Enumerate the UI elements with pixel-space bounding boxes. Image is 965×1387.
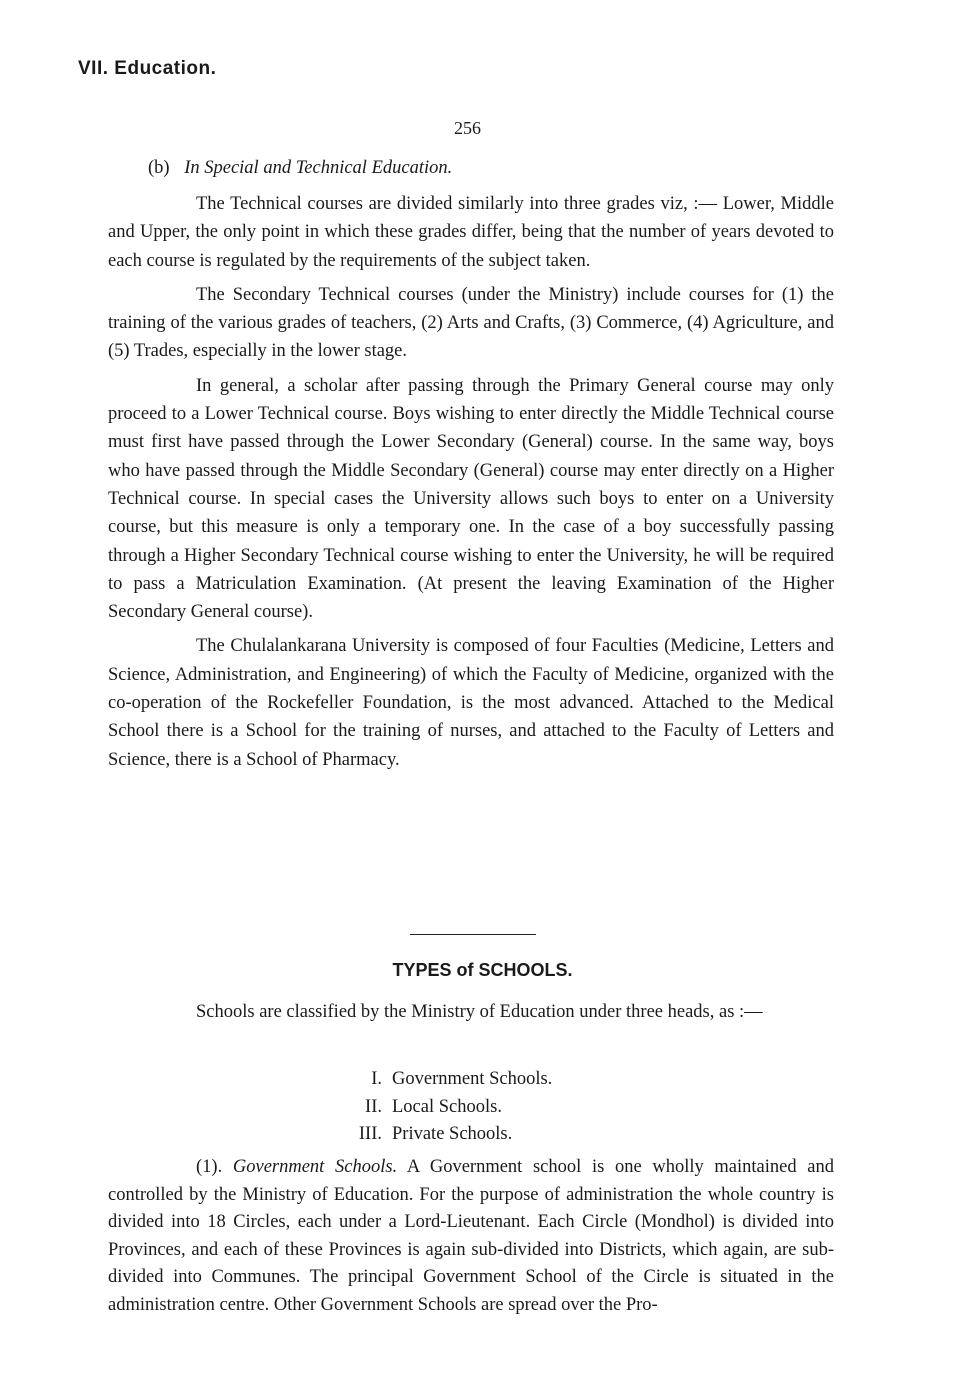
paragraph: In general, a scholar after passing through the Primary General course may only proceed to a Lower Technical course. Boys wishing to enter directly the Middle Technical course must first have passed through the Lower Secondary (General) course. In the same way, boys who have passed through the Middle Secondary (General) course may enter directly on a Higher Technical course. In special cases the University allows such boys to enter on a University course, but this measure is only a temporary one. In the case of a boy successfully passing through a Higher Secondary Technical course wishing to enter the University, he will be required to pass a Matriculation Examination. (At present the leaving Examination of the Higher Secondary General course).	[108, 375, 834, 623]
school-types-list	[330, 1066, 552, 1149]
paragraph-heading: Government Schools.	[232, 1157, 398, 1177]
paragraph: Schools are classified by the Ministry of Education under three heads, as :—	[196, 1002, 763, 1022]
list-item-label: Government Schools.	[392, 1069, 553, 1089]
paragraph-lead: (1).	[196, 1157, 223, 1177]
list-item	[330, 1094, 552, 1122]
list-item-label: Local Schools.	[392, 1096, 502, 1117]
list-item-number: II.	[365, 1096, 382, 1117]
list-item-number: I.	[371, 1069, 382, 1089]
paragraph: The Technical courses are divided similarly into three grades viz, :— Lower, Middle and Upper, the only point in which these grades differ, being that the number of years devoted to each course is regulated by the requirements of the subject taken.	[108, 194, 834, 271]
paragraph-body: A Government school is one wholly maintained and controlled by the Ministry of Education. For the purpose of administration the whole country is divided into 18 Circles, each under a Lord-Lieutenant. Each Circle (Mondhol) is divided into Provinces, and each of these Provinces is again sub-divided into Districts, which again, are sub-divided into Communes. The principal Government School of the Circle is situated in the administration centre. Other Government Schools are spread over the Pro-	[108, 1157, 834, 1315]
paragraph: The Secondary Technical courses (under the Ministry) include courses for (1) the training of the various grades of teachers, (2) Arts and Crafts, (3) Commerce, (4) Agriculture, and (5) Trades, especially in the lower stage.	[108, 284, 834, 362]
paragraph: The Chulalankarana University is composed of four Faculties (Medicine, Letters and Science, Administration, and Engineering) of which the Faculty of Medicine, organized with the co-operation of the Rockefeller Foundation, is the most advanced. Attached to the Medical School there is a School for the training of nurses, and attached to the Faculty of Letters and Science, there is a School of Pharmacy.	[108, 636, 834, 770]
list-item	[330, 1066, 552, 1094]
government-schools-text	[108, 1154, 834, 1319]
section-title: TYPES of SCHOOLS.	[392, 960, 573, 980]
body-text	[108, 190, 834, 774]
list-item	[330, 1121, 552, 1149]
section-divider	[410, 934, 536, 935]
section-intro	[108, 994, 834, 1030]
subheading-label: (b)	[148, 158, 170, 178]
paragraph	[108, 1154, 834, 1319]
list-item-number: III.	[358, 1124, 382, 1144]
subheading	[148, 158, 452, 179]
running-header: VII. Education.	[78, 58, 217, 79]
list-item-label: Private Schools.	[392, 1124, 513, 1144]
subheading-title: In Special and Technical Education.	[184, 158, 453, 178]
page-number: 256	[454, 118, 481, 138]
